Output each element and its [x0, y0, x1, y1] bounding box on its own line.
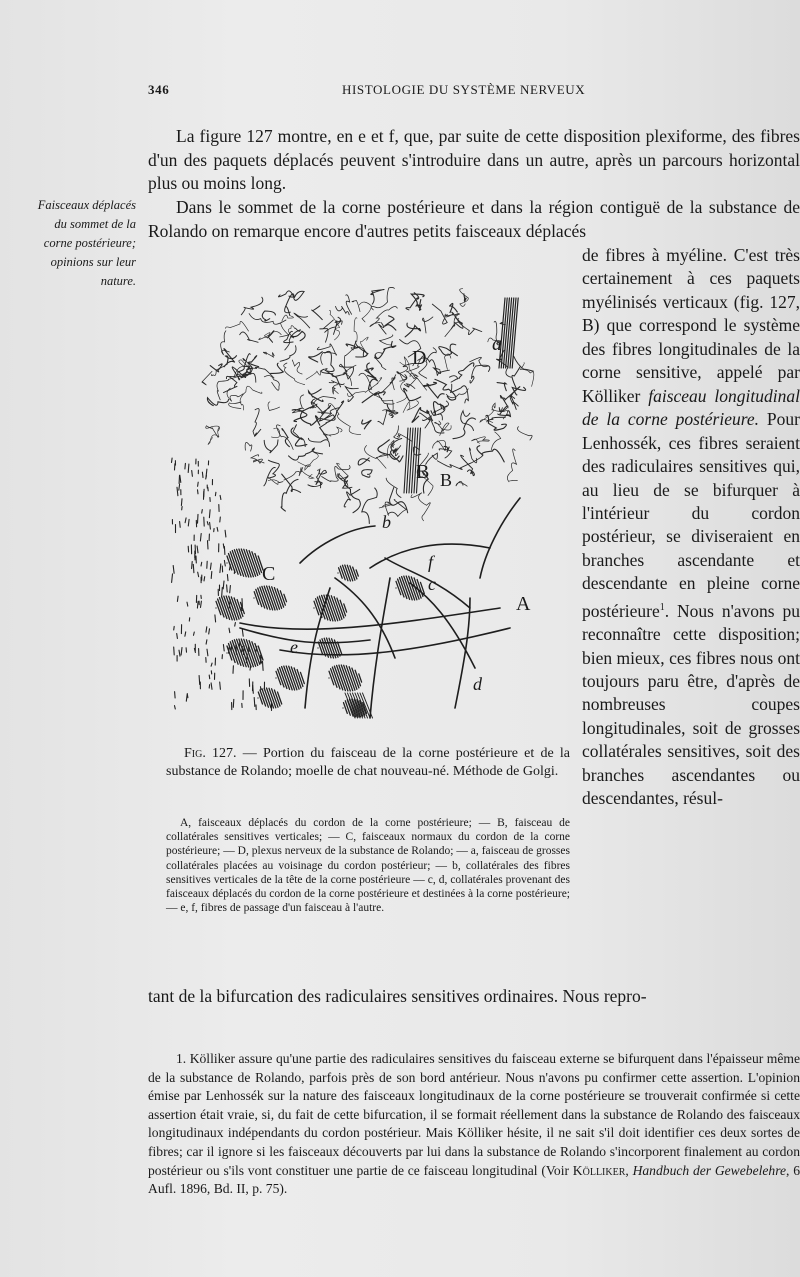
drawn-stroke — [403, 401, 418, 413]
paragraph-2-start: Dans le sommet de la corne postérieure et dans la région contiguë de la substance de Rolando on remarque encore d'autres petits faisceaux déplacés — [148, 197, 800, 241]
figure-label-C: C — [262, 563, 276, 585]
footnote-text-2: , 6 Aufl. 1896, Bd. II, p. 75). — [148, 1162, 800, 1197]
drawn-stroke — [177, 634, 178, 639]
drawn-stroke — [177, 596, 178, 601]
drawn-stroke — [507, 449, 517, 482]
drawn-stroke — [246, 550, 255, 576]
drawn-stroke — [185, 518, 186, 523]
drawn-stroke — [417, 300, 422, 311]
drawn-stroke — [470, 365, 490, 383]
drawn-stroke — [206, 640, 207, 644]
drawn-stroke — [198, 572, 199, 577]
drawn-stroke — [223, 581, 224, 589]
drawn-stroke — [240, 332, 258, 342]
drawn-stroke — [450, 376, 459, 382]
drawn-stroke — [175, 706, 176, 709]
drawn-stroke — [358, 458, 369, 465]
drawn-stroke — [410, 373, 427, 390]
drawn-stroke — [173, 566, 174, 574]
drawn-stroke — [234, 550, 243, 576]
drawn-stroke — [264, 440, 278, 453]
drawn-stroke — [174, 626, 175, 630]
drawn-stroke — [362, 470, 372, 478]
plexus-drawing — [202, 287, 534, 523]
drawn-stroke — [223, 544, 224, 548]
drawn-stroke — [200, 534, 201, 542]
drawn-stroke — [461, 455, 475, 475]
drawn-stroke — [201, 562, 202, 566]
drawn-stroke — [291, 331, 305, 340]
drawn-stroke — [226, 321, 249, 331]
drawn-stroke — [282, 315, 294, 321]
drawn-stroke — [227, 585, 228, 592]
drawn-stroke — [179, 650, 180, 656]
drawn-stroke — [242, 629, 243, 636]
drawn-stroke — [174, 647, 175, 655]
drawn-stroke — [202, 371, 212, 385]
drawn-stroke — [325, 321, 342, 333]
drawn-stroke — [197, 546, 198, 553]
drawn-stroke — [355, 341, 368, 357]
drawn-stroke — [352, 301, 360, 312]
drawn-stroke — [197, 601, 198, 608]
drawn-stroke — [263, 352, 274, 357]
drawn-stroke — [375, 353, 386, 370]
drawn-stroke — [246, 640, 255, 666]
drawn-stroke — [206, 627, 207, 632]
drawn-stroke — [370, 307, 398, 327]
drawn-stroke — [437, 455, 482, 469]
drawn-stroke — [341, 665, 350, 691]
drawn-stroke — [271, 363, 284, 373]
drawn-stroke — [210, 522, 211, 529]
paragraph-2-end: tant de la bifurcation des radiculaires sensitives ordinaires. Nous repro- — [148, 986, 647, 1006]
drawn-stroke — [309, 389, 324, 401]
drawn-stroke — [280, 346, 296, 362]
figure-label-c: c — [428, 574, 436, 594]
drawn-stroke — [308, 438, 329, 446]
drawn-stroke — [199, 676, 200, 685]
drawn-stroke — [233, 699, 234, 707]
drawn-stroke — [216, 601, 221, 614]
drawn-stroke — [411, 493, 430, 521]
p2-text-2: Pour Lenhossék, ces fibres seraient des radiculaires sensitives qui, au lieu de se bifurquer à l'intérieur du cordon postérieur, se diviseraient en branches ascendante et descendante en pleine corne postérieure — [582, 409, 800, 621]
drawn-stroke — [204, 577, 205, 581]
drawn-stroke — [229, 628, 230, 632]
figure-label-B-upper: B — [416, 461, 430, 483]
drawn-stroke — [314, 601, 319, 615]
drawn-stroke — [201, 601, 202, 607]
figure-caption-text: — Portion du faisceau de la corne postérieure et de la substance de Rolando; moelle de chat nouveau-né. Méthode de Golgi. — [166, 746, 571, 779]
drawn-stroke — [379, 323, 387, 334]
drawn-stroke — [312, 306, 322, 320]
drawn-stroke — [227, 575, 228, 581]
drawn-stroke — [277, 425, 294, 450]
drawn-stroke — [220, 564, 221, 573]
drawn-stroke — [340, 566, 345, 580]
drawn-stroke — [292, 360, 302, 374]
drawn-stroke — [207, 398, 228, 406]
drawn-stroke — [514, 356, 534, 371]
drawn-stroke — [471, 437, 489, 444]
drawn-stroke — [365, 368, 377, 389]
drawn-stroke — [223, 645, 224, 651]
drawn-stroke — [245, 442, 252, 451]
drawn-stroke — [362, 488, 377, 524]
drawn-stroke — [172, 574, 173, 583]
drawn-stroke — [440, 423, 451, 436]
footnote-reference[interactable]: 1 — [659, 601, 665, 613]
drawn-stroke — [434, 401, 449, 420]
drawn-stroke — [211, 572, 212, 579]
figure-127 — [170, 278, 562, 736]
drawn-stroke — [241, 297, 263, 315]
paragraph-2-right-column — [582, 244, 800, 811]
page-number: 346 — [148, 82, 170, 97]
drawn-stroke — [188, 464, 189, 473]
p2-term-faisceau-longitudinal: faisceau longitudinal de la corne postérieure. — [582, 385, 800, 430]
drawn-stroke — [362, 392, 385, 403]
drawn-stroke — [235, 623, 236, 627]
drawn-stroke — [198, 514, 199, 523]
figure-label-A: A — [516, 593, 531, 615]
drawn-stroke — [378, 375, 396, 404]
drawn-stroke — [209, 675, 210, 679]
drawn-stroke — [186, 694, 187, 702]
drawn-stroke — [215, 615, 216, 622]
drawn-stroke — [198, 482, 199, 486]
footnote-text-1: 1. Kölliker assure qu'une partie des radiculaires sensitives du faisceau externe se bifurquent dans l'épaisseur même de la substance de Rolando, parfois près de son bord antérieur. Nous n'avons pu confirmer cette assertion. L'opinion émise par Lenhossék sur la nature des faisceaux longitudinaux de la corne postérieure se trouverait confirmée si cette assertion était vraie, si, du fait de cette bifurcation, il se formait réellement dans la substance de Rolando des faisceaux longitudinaux indépendants du cordon postérieur. Mais Kölliker hésite, il ne sait s'il doit identifier ces deux sortes de fibres; car il ignore si les faisceaux découverts par lui dans la substance de Rolando s'incorporent finalement au cordon postérieur ou s'ils vont constituer une partie de ce faisceau longitudinal (Voir — [148, 1051, 800, 1178]
drawn-stroke — [268, 402, 280, 411]
footnote-book-title: Handbuch der Gewebelehre — [632, 1162, 787, 1178]
drawn-stroke — [294, 313, 310, 328]
drawn-stroke — [477, 446, 504, 462]
drawn-stroke — [187, 602, 188, 606]
drawn-stroke — [395, 446, 400, 456]
drawn-stroke — [179, 484, 180, 490]
drawn-stroke — [432, 304, 447, 324]
drawn-stroke — [207, 522, 208, 525]
drawn-stroke — [220, 682, 221, 689]
drawn-stroke — [229, 402, 241, 409]
drawn-stroke — [359, 302, 371, 322]
drawn-stroke — [435, 421, 444, 431]
drawn-stroke — [317, 344, 336, 365]
figure-legend: A, faisceaux déplacés du cordon de la corne postérieure; — B, faisceau de collatérales sensitives verticales; — C, faisceaux normaux du cordon de la corne postérieure; — D, plexus nerveux de la substance de Rolando; — a, faisceau de grosses collatérales placées au voisinage du cordon postérieur; — b, collatérales des fibres sensitives verticales de la tête de la corne postérieure — c, d, collatérales provenant des faisceaux déplacés du cordon de la corne postérieure et destinées à la corne postérieure; — e, f, fibres de passage d'un faisceau à l'autre. — [166, 817, 570, 915]
drawn-stroke — [324, 595, 333, 621]
drawn-stroke — [319, 414, 335, 421]
drawn-stroke — [354, 318, 357, 342]
drawn-stroke — [198, 490, 199, 494]
drawn-stroke — [220, 495, 221, 499]
drawn-stroke — [276, 671, 281, 684]
drawn-stroke — [188, 519, 189, 526]
drawn-stroke — [397, 372, 407, 381]
drawn-stroke — [181, 499, 182, 506]
running-title: HISTOLOGIE DU SYSTÈME NERVEUX — [342, 82, 586, 97]
drawn-stroke — [309, 352, 323, 362]
drawn-stroke — [220, 517, 221, 522]
drawn-stroke — [192, 562, 193, 569]
drawn-stroke — [306, 368, 327, 379]
drawn-stroke — [222, 587, 223, 596]
drawn-stroke — [329, 310, 339, 340]
drawn-stroke — [404, 384, 415, 389]
drawn-stroke — [367, 363, 376, 378]
drawn-stroke — [221, 331, 230, 355]
drawn-stroke — [268, 460, 279, 478]
drawn-stroke — [326, 595, 335, 621]
drawn-stroke — [211, 683, 212, 689]
footnote-sep: , — [625, 1162, 633, 1178]
figure-label-d: d — [473, 674, 482, 694]
drawn-stroke — [211, 663, 212, 666]
drawn-stroke — [185, 632, 186, 636]
drawn-stroke — [285, 307, 291, 316]
drawn-stroke — [323, 427, 342, 436]
drawn-stroke — [262, 311, 275, 321]
drawn-stroke — [387, 404, 398, 414]
drawn-stroke — [175, 692, 176, 698]
drawn-stroke — [185, 463, 186, 469]
drawn-stroke — [177, 487, 178, 495]
drawn-stroke — [253, 685, 254, 693]
drawn-stroke — [209, 510, 210, 518]
drawn-stroke — [336, 306, 350, 314]
drawn-stroke — [391, 451, 403, 462]
drawn-stroke — [202, 510, 203, 513]
drawn-stroke — [453, 418, 476, 439]
p2-text-3: . Nous n'avons pu reconnaître cette disposition; bien mieux, ces fibres nous ont toujours paru être, d'après de nombreuses coupes longitudinales, soit de grosses collatérales sensitives, soit des branches ascendantes ou descendantes, résul- — [582, 600, 800, 809]
drawn-stroke — [230, 586, 231, 593]
drawn-stroke — [520, 363, 534, 387]
figure-label-f: f — [428, 552, 434, 572]
footnote-1 — [148, 1050, 800, 1199]
drawn-stroke — [224, 547, 225, 555]
figure-127-illustration — [170, 278, 562, 736]
drawn-stroke — [332, 385, 338, 395]
drawn-stroke — [224, 560, 225, 566]
drawn-stroke — [254, 698, 255, 707]
drawn-stroke — [217, 527, 218, 531]
figure-label-b: b — [382, 512, 391, 532]
drawn-stroke — [480, 410, 493, 423]
drawn-stroke — [251, 455, 264, 463]
drawn-stroke — [193, 564, 194, 572]
drawn-stroke — [210, 563, 211, 569]
drawn-stroke — [225, 530, 226, 537]
margin-note: Faisceaux déplacés du sommet de la corne postérieure; opinions sur leur nature. — [37, 198, 136, 288]
figure-caption-label: Fig. 127. — [184, 746, 237, 761]
drawn-stroke — [456, 481, 467, 486]
drawn-stroke — [384, 316, 395, 330]
drawn-stroke — [362, 420, 372, 429]
drawn-stroke — [405, 323, 420, 337]
drawn-stroke — [339, 665, 348, 691]
drawn-stroke — [263, 661, 264, 670]
drawn-stroke — [371, 289, 384, 304]
drawn-stroke — [396, 581, 401, 594]
drawn-stroke — [259, 330, 281, 339]
drawn-stroke — [517, 427, 532, 440]
drawn-stroke — [180, 522, 181, 528]
drawn-stroke — [209, 629, 210, 634]
drawn-stroke — [491, 432, 500, 450]
drawn-stroke — [271, 428, 279, 438]
drawn-stroke — [215, 492, 216, 495]
drawn-stroke — [423, 317, 433, 333]
drawn-stroke — [210, 364, 222, 372]
drawn-stroke — [284, 467, 303, 480]
figure-label-D: D — [412, 347, 427, 369]
drawn-stroke — [207, 649, 208, 656]
paragraph-1: La figure 127 montre, en e et f, que, par suite de cette disposition plexiforme, des fibres d'un des paquets déplacés peuvent s'introduire dans un autre, après un parcours horizontal plus ou moins long. — [148, 126, 800, 193]
drawn-stroke — [343, 365, 356, 385]
footnote-author: Kölliker — [572, 1162, 626, 1178]
drawn-stroke — [464, 294, 466, 302]
figure-label-e: e — [290, 637, 298, 657]
drawn-stroke — [356, 570, 358, 576]
drawn-stroke — [344, 489, 360, 507]
drawn-stroke — [234, 640, 243, 666]
drawn-stroke — [500, 387, 520, 414]
drawn-stroke — [394, 426, 412, 441]
drawn-stroke — [458, 319, 482, 335]
drawn-stroke — [192, 471, 193, 477]
page-header — [148, 80, 800, 104]
figure-caption — [166, 745, 570, 781]
drawn-stroke — [380, 335, 393, 345]
drawn-stroke — [172, 458, 173, 462]
drawn-stroke — [181, 648, 182, 656]
drawn-stroke — [240, 386, 262, 410]
drawn-stroke — [208, 541, 209, 549]
drawn-stroke — [264, 375, 279, 390]
drawn-stroke — [329, 671, 334, 685]
drawn-stroke — [202, 472, 203, 477]
drawn-stroke — [194, 632, 195, 635]
figure-label-B-lower: B — [440, 470, 453, 490]
figure-label-a: a — [492, 333, 502, 355]
drawn-stroke — [329, 381, 344, 385]
drawn-stroke — [445, 354, 451, 369]
drawn-stroke — [497, 383, 506, 391]
p2-text-1: de fibres à myéline. C'est très certainement à ces paquets myélinisés verticaux (fig. 127, B) que correspond le système des fibres longitudinales de la corne sensitive, appelé par Kölliker — [582, 245, 800, 406]
drawn-stroke — [449, 303, 457, 312]
drawn-stroke — [344, 344, 354, 367]
drawn-stroke — [253, 409, 261, 437]
